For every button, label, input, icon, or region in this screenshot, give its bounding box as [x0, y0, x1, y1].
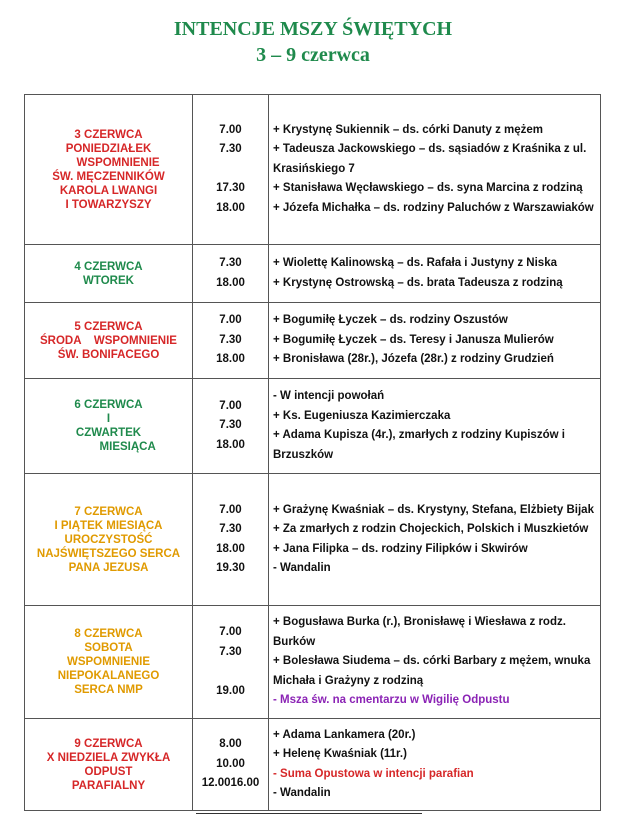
intention: + Helenę Kwaśniak (11r.): [273, 748, 407, 760]
mass-time: 7.00: [219, 626, 242, 638]
day-label: 3 CZERWCA PONIEDZIAŁEK WSPOMNIENIE ŚW. MĘCZENNIKÓW KAROLA LWANGI I TOWARZYSZY: [52, 128, 165, 211]
mass-time: 7.30: [219, 143, 242, 156]
intention: + Bronisława (28r.), Józefa (28r.) z rodziny Grudzień: [273, 353, 554, 366]
mass-time: 7.00: [219, 123, 242, 136]
day-label: 5 CZERWCA ŚRODA WSPOMNIENIE ŚW. BONIFACEGO: [40, 320, 177, 361]
table-row: [25, 606, 601, 719]
day-cell: [25, 719, 193, 811]
mass-time: 8.00: [219, 738, 242, 751]
intention: + Za zmarłych z rodzin Chojeckich, Polskich i Muszkietów: [273, 523, 589, 535]
day-cell: [25, 379, 193, 474]
special-intention: - Suma Opustowa w intencji parafian: [273, 767, 474, 780]
day-label: 4 CZERWCA WTOREK: [74, 260, 143, 287]
intention: + Stanisława Węcławskiego – ds. syna Marcina z rodziną: [273, 182, 583, 195]
mass-time: 7.30: [219, 645, 242, 658]
mass-time: 19.30: [216, 562, 245, 574]
intentions-cell: [269, 474, 601, 606]
mass-time: [193, 662, 268, 682]
mass-time: 10.00: [216, 757, 245, 770]
times-cell: [193, 474, 269, 606]
page-title: INTENCJE MSZY ŚWIĘTYCH: [173, 18, 453, 40]
mass-time: 7.00: [219, 399, 242, 412]
table-row: [25, 379, 601, 474]
day-cell: [25, 95, 193, 245]
footer-divider: [196, 813, 422, 814]
times-cell: [193, 95, 269, 245]
mass-time: [193, 160, 268, 180]
table-row: [25, 245, 601, 303]
intention: - Wandalin: [273, 562, 331, 574]
times-cell: [193, 303, 269, 379]
table-row: [25, 719, 601, 811]
intention: - Wandalin: [273, 787, 331, 799]
mass-time: 18.00: [216, 353, 245, 366]
intention: + Krystynę Sukiennik – ds. córki Danuty z mężem: [273, 123, 544, 136]
mass-time: 18.00: [216, 276, 245, 289]
intention: + Bolesława Siudema – ds. córki Barbary z mężem, wnuka Michała i Grażyny z rodziną: [273, 655, 591, 687]
intention: + Grażynę Kwaśniak – ds. Krystyny, Stefana, Elżbiety Bijak: [273, 503, 594, 516]
mass-time: 7.00: [219, 503, 242, 516]
times-cell: [193, 379, 269, 474]
mass-time: 7.30: [219, 257, 242, 269]
intentions-cell: [269, 719, 601, 811]
intention: - W intencji powołań: [273, 390, 385, 402]
mass-time: 18.00: [216, 438, 245, 451]
table-row: [25, 474, 601, 606]
intention: + Bogumiłę Łyczek – ds. rodziny Oszustów: [273, 314, 508, 327]
mass-time: 12.0016.00: [201, 777, 260, 790]
mass-time: 7.00: [219, 314, 242, 327]
special-intention: - Msza św. na cmentarzu w Wigilię Odpustu: [273, 694, 510, 707]
intentions-cell: [269, 606, 601, 719]
table-row: [25, 303, 601, 379]
intentions-cell: [269, 245, 601, 303]
mass-time: 7.30: [219, 523, 242, 535]
intention: + Tadeusza Jackowskiego – ds. sąsiadów z Kraśnika z ul. Krasińskiego 7: [273, 143, 587, 175]
day-cell: [25, 303, 193, 379]
day-cell: [25, 474, 193, 606]
mass-time: 7.30: [219, 419, 242, 432]
day-label: 6 CZERWCA I CZWARTEK MIESIĄCA: [74, 399, 156, 453]
intention: + Adama Lankamera (20r.): [273, 728, 416, 741]
times-cell: [193, 606, 269, 719]
intentions-cell: [269, 303, 601, 379]
day-label: 7 CZERWCA I PIĄTEK MIESIĄCA UROCZYSTOŚĆ NAJŚWIĘTSZEGO SERCA PANA JEZUSA: [36, 505, 181, 574]
intention: + Ks. Eugeniusza Kazimierczaka: [273, 409, 451, 422]
times-cell: [193, 719, 269, 811]
intention: + Bogusława Burka (r.), Bronisławę i Wiesława z rodz. Burków: [273, 616, 566, 648]
intention: + Jana Filipka – ds. rodziny Filipków i Skwirów: [273, 542, 528, 555]
intention: + Krystynę Ostrowską – ds. brata Tadeusza z rodziną: [273, 276, 563, 289]
mass-time: 18.00: [216, 542, 245, 555]
mass-time: 19.00: [216, 684, 245, 697]
table-row: [25, 95, 601, 245]
day-cell: [25, 245, 193, 303]
intentions-cell: [269, 379, 601, 474]
intention: + Józefa Michałka – ds. rodziny Paluchów z Warszawiaków: [273, 201, 594, 214]
mass-time: 18.00: [216, 201, 245, 214]
intention: + Adama Kupisza (4r.), zmarłych z rodziny Kupiszów i Brzuszków: [273, 429, 565, 461]
intention: + Wiolettę Kalinowską – ds. Rafała i Justyny z Niska: [273, 257, 557, 269]
times-cell: [193, 245, 269, 303]
mass-schedule-table: [24, 94, 601, 811]
page-subtitle: 3 – 9 czerwca: [256, 44, 370, 66]
intention: + Bogumiłę Łyczek – ds. Teresy i Janusza Mulierów: [273, 333, 554, 346]
mass-time: 17.30: [216, 182, 245, 195]
day-cell: [25, 606, 193, 719]
day-label: 9 CZERWCA X NIEDZIELA ZWYKŁA ODPUST PARAFIALNY: [46, 737, 171, 792]
intentions-cell: [269, 95, 601, 245]
day-label: 8 CZERWCA SOBOTA WSPOMNIENIE NIEPOKALANEGO SERCA NMP: [57, 628, 160, 696]
mass-time: 7.30: [219, 333, 242, 346]
